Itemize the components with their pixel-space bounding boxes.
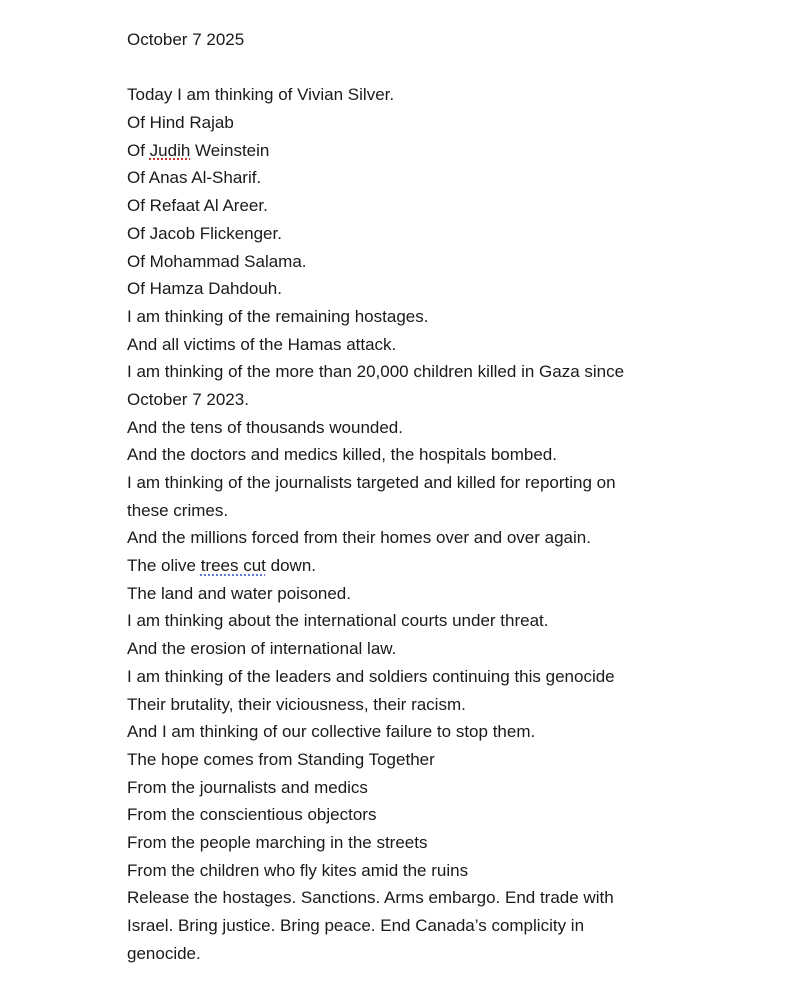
text-segment: Weinstein xyxy=(190,140,270,160)
text-segment: The olive xyxy=(127,556,201,576)
text-line: Today I am thinking of Vivian Silver. xyxy=(127,85,395,105)
text-line: And the erosion of international law. xyxy=(127,639,397,659)
text-line: I am thinking of the remaining hostages. xyxy=(127,306,429,326)
grammar-flag[interactable]: trees cut xyxy=(200,556,266,576)
document-body xyxy=(127,26,624,967)
text-line: And all victims of the Hamas attack. xyxy=(127,334,397,354)
spelling-flag[interactable]: Judih xyxy=(149,140,191,160)
text-line: From the children who fly kites amid the ruins xyxy=(127,860,469,880)
text-line: I am thinking of the leaders and soldiers continuing this genocide xyxy=(127,666,615,686)
text-line: Release the hostages. Sanctions. Arms embargo. End trade with xyxy=(127,888,614,908)
text-line: From the journalists and medics xyxy=(127,777,368,797)
text-line: And I am thinking of our collective failure to stop them. xyxy=(127,722,536,742)
text-line: genocide. xyxy=(127,943,201,963)
text-line: Of Refaat Al Areer. xyxy=(127,196,268,216)
text-line: I am thinking of the more than 20,000 children killed in Gaza since xyxy=(127,362,625,382)
text-line: The hope comes from Standing Together xyxy=(127,749,435,769)
text-line xyxy=(127,552,624,580)
text-line: From the people marching in the streets xyxy=(127,832,428,852)
text-line: Israel. Bring justice. Bring peace. End Canada’s complicity in xyxy=(127,916,585,935)
text-segment: down. xyxy=(265,556,316,576)
text-line: And the tens of thousands wounded. xyxy=(127,417,403,437)
text-line: Their brutality, their viciousness, their racism. xyxy=(127,694,466,714)
text-line: Of Hamza Dahdouh. xyxy=(127,279,282,299)
text-line: Of Mohammad Salama. xyxy=(127,251,307,271)
text-segment: Of xyxy=(127,140,150,160)
text-line: The land and water poisoned. xyxy=(127,583,351,603)
text-line: And the doctors and medics killed, the hospitals bombed. xyxy=(127,445,557,465)
text-line: Of Anas Al-Sharif. xyxy=(127,168,262,188)
text-line xyxy=(127,137,624,165)
text-line: Of Jacob Flickenger. xyxy=(127,223,282,243)
date-line: October 7 2025 xyxy=(127,30,245,49)
text-line: Of Hind Rajab xyxy=(127,113,234,133)
poem-lines xyxy=(127,81,624,967)
text-line: these crimes. xyxy=(127,500,229,520)
text-line: October 7 2023. xyxy=(127,389,249,409)
text-line: I am thinking about the international courts under threat. xyxy=(127,611,549,631)
blank-line xyxy=(127,54,624,82)
text-line: From the conscientious objectors xyxy=(127,805,377,825)
text-line: I am thinking of the journalists targeted and killed for reporting on xyxy=(127,473,616,492)
text-line: And the millions forced from their homes over and over again. xyxy=(127,528,591,548)
